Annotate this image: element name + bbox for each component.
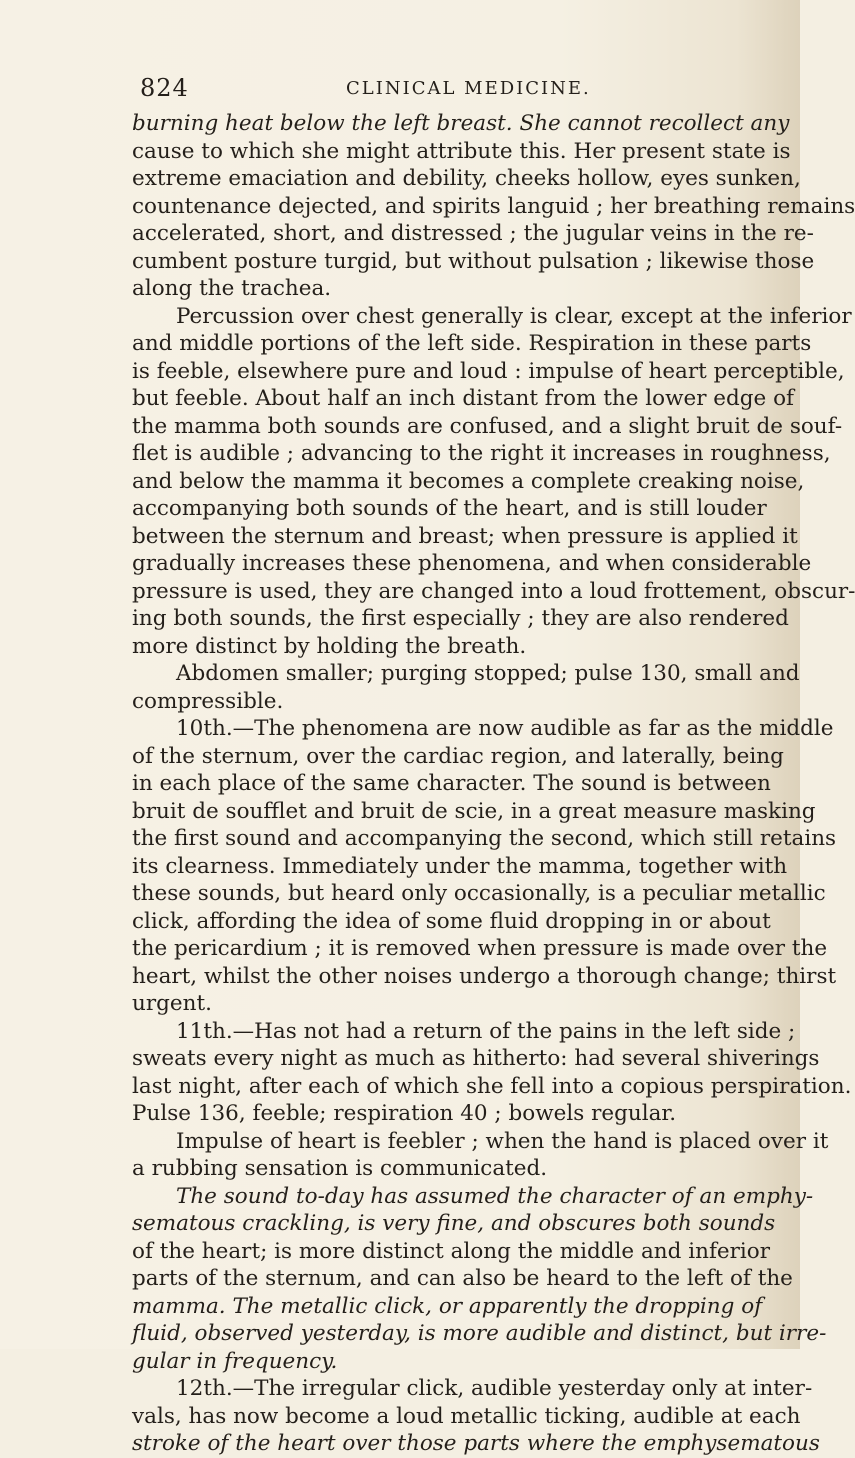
text-line: and below the mamma it becomes a complete creaking noise,	[132, 468, 805, 494]
text-line: cumbent posture turgid, but without pulsation ; likewise those	[132, 248, 815, 274]
text-line: gradually increases these phenomena, and when considerable	[132, 551, 812, 576]
text-line: pressure is used, they are changed into a loud frottement, obscur-	[132, 578, 855, 604]
text-line: of the sternum, over the cardiac region, and laterally, being	[132, 743, 784, 769]
text-line: Percussion over chest generally is clear, except at the inferior	[176, 303, 852, 329]
text-line: 12th.—The irregular click, audible yesterday only at inter-	[176, 1376, 813, 1401]
text-line: mamma. The metallic click, or apparently the dropping of	[132, 1293, 763, 1319]
text-line: more distinct by holding the breath.	[132, 633, 527, 659]
text-line: Impulse of heart is feebler ; when the hand is placed over it	[176, 1128, 829, 1154]
text-line: the first sound and accompanying the second, which still retains	[132, 826, 837, 851]
text-line: flet is audible ; advancing to the right it increases in roughness,	[132, 441, 831, 466]
text-line: 11th.—Has not had a return of the pains in the left side ;	[176, 1018, 796, 1044]
text-line: parts of the sternum, and can also be heard to the left of the	[132, 1266, 793, 1291]
text-line: burning heat below the left breast. She cannot recollect any	[132, 111, 790, 136]
text-line: Abdomen smaller; purging stopped; pulse 130, small and	[176, 661, 800, 686]
text-line: these sounds, but heard only occasionally, is a peculiar metallic	[132, 881, 826, 906]
text-line: along the trachea.	[132, 276, 332, 301]
text-line: last night, after each of which she fell into a copious perspiration.	[132, 1073, 852, 1099]
text-line: extreme emaciation and debility, cheeks hollow, eyes sunken,	[132, 166, 801, 191]
body-text	[132, 110, 855, 1458]
text-line: cause to which she might attribute this. Her present state is	[132, 138, 791, 164]
text-line: the mamma both sounds are confused, and a slight bruit de souf-	[132, 413, 843, 439]
text-line: heart, whilst the other noises undergo a thorough change; thirst	[132, 963, 837, 989]
text-line: but feeble. About half an inch distant from the lower edge of	[132, 386, 795, 411]
page-header	[140, 74, 720, 104]
text-line: accompanying both sounds of the heart, and is still louder	[132, 496, 767, 521]
text-line: a rubbing sensation is communicated.	[132, 1156, 548, 1181]
text-line: vals, has now become a loud metallic ticking, audible at each	[132, 1403, 801, 1429]
text-line: sweats every night as much as hitherto: had several shiverings	[132, 1046, 820, 1071]
text-line: is feeble, elsewhere pure and loud : impulse of heart perceptible,	[132, 358, 845, 384]
text-line: compressible.	[132, 688, 284, 714]
text-line: ing both sounds, the first especially ; they are also rendered	[132, 606, 789, 631]
text-line: click, affording the idea of some fluid dropping in or about	[132, 908, 771, 934]
text-line: gular in frequency.	[132, 1348, 338, 1374]
text-line: fluid, observed yesterday, is more audible and distinct, but irre-	[132, 1321, 827, 1346]
text-line: The sound to-day has assumed the character of an emphy-	[176, 1183, 814, 1209]
text-line: and middle portions of the left side. Respiration in these parts	[132, 331, 812, 356]
running-title: CLINICAL MEDICINE.	[346, 78, 591, 99]
text-line: between the sternum and breast; when pressure is applied it	[132, 523, 798, 549]
text-line: its clearness. Immediately under the mamma, together with	[132, 853, 788, 879]
text-line: stroke of the heart over those parts where the emphysematous	[132, 1431, 820, 1456]
text-line: urgent.	[132, 991, 212, 1016]
page-number: 824	[140, 74, 189, 102]
text-line: sematous crackling, is very fine, and obscures both sounds	[132, 1211, 776, 1236]
text-line: bruit de soufflet and bruit de scie, in a great measure masking	[132, 798, 816, 824]
text-line: in each place of the same character. The sound is between	[132, 771, 771, 796]
text-line: countenance dejected, and spirits languid ; her breathing remains	[132, 193, 855, 219]
text-line: the pericardium ; it is removed when pressure is made over the	[132, 936, 828, 961]
text-line: Pulse 136, feeble; respiration 40 ; bowels regular.	[132, 1101, 677, 1126]
text-line: accelerated, short, and distressed ; the jugular veins in the re-	[132, 221, 814, 246]
text-line: 10th.—The phenomena are now audible as far as the middle	[176, 716, 834, 741]
text-line: of the heart; is more distinct along the middle and inferior	[132, 1238, 771, 1264]
